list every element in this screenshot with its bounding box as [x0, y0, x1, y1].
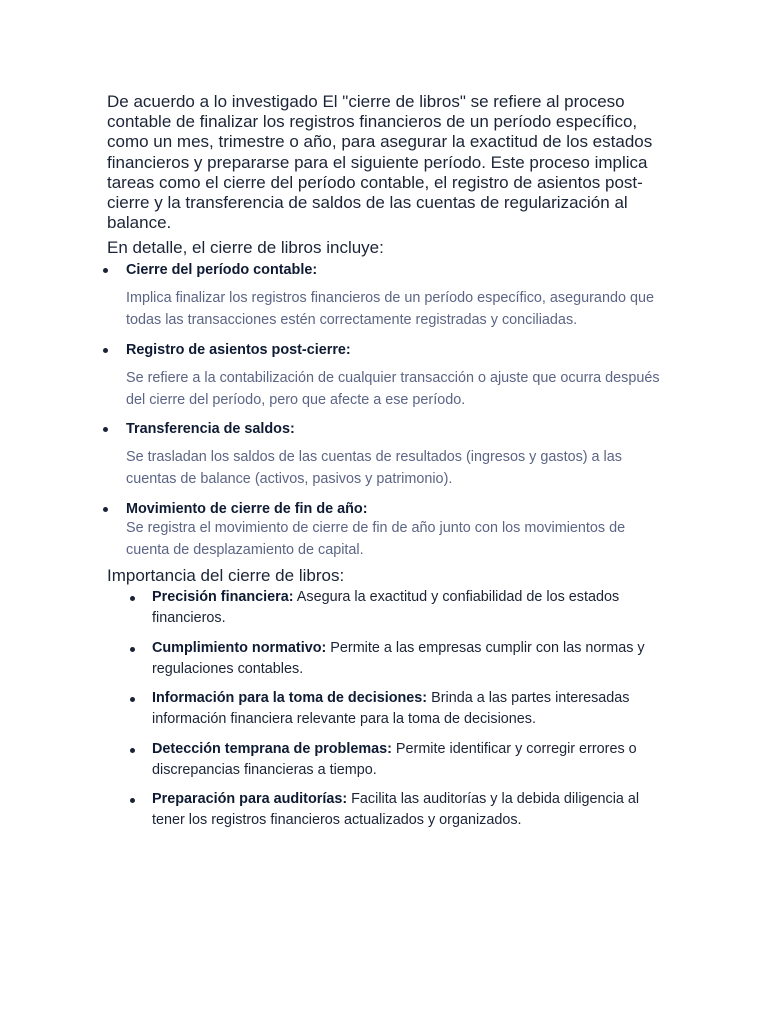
detail-item-title: Transferencia de saldos: — [126, 421, 295, 437]
bullet-icon — [130, 697, 135, 702]
importance-item-text: Asegura la exactitud y confiabilidad de los estados financieros. — [152, 589, 620, 627]
bullet-icon — [130, 748, 135, 753]
importance-item-title: Información para la toma de decisiones: — [152, 690, 428, 706]
detail-item-text: Se registra el movimiento de cierre de fin de año junto con los movimientos de cuenta de desplazamiento de capital. — [126, 520, 626, 558]
bullet-icon — [103, 348, 108, 353]
importance-item-title: Preparación para auditorías: — [152, 791, 348, 807]
bullet-icon — [103, 427, 108, 432]
importance-item — [152, 739, 672, 782]
importance-item — [152, 688, 672, 731]
importance-item-title: Precisión financiera: — [152, 589, 294, 605]
importance-item-text: Brinda a las partes interesadas información financiera relevante para la toma de decisiones. — [152, 690, 630, 728]
detail-item-text: Se trasladan los saldos de las cuentas de resultados (ingresos y gastos) a las cuentas de balance (activos, pasivos y patrimonio). — [126, 449, 622, 487]
importance-heading: Importancia del cierre de libros: — [107, 566, 345, 585]
detail-item-title: Registro de asientos post-cierre: — [126, 342, 351, 358]
bullet-icon — [130, 647, 135, 652]
bullet-icon — [103, 507, 108, 512]
intro-paragraph: De acuerdo a lo investigado El "cierre de libros" se refiere al proceso contable de finalizar los registros financieros de un período específico, como un mes, trimestre o año, para asegurar la exactitud de los estados financieros y prepararse para el siguiente período. Este proceso implica tareas como el cierre del período contable, el registro de asientos post-cierre y la transferencia de saldos de las cuentas de regularización al balance. — [107, 92, 653, 233]
importance-item-text: Permite identificar y corregir errores o discrepancias financieras a tiempo. — [152, 741, 637, 779]
importance-item-text: Permite a las empresas cumplir con las normas y regulaciones contables. — [152, 640, 645, 678]
detail-item-title: Cierre del período contable: — [126, 262, 318, 278]
importance-item-title: Detección temprana de problemas: — [152, 741, 392, 757]
bullet-icon — [103, 268, 108, 273]
detail-heading: En detalle, el cierre de libros incluye: — [107, 238, 384, 257]
importance-item-title: Cumplimiento normativo: — [152, 640, 327, 656]
importance-item — [152, 638, 672, 681]
importance-item-text: Facilita las auditorías y la debida diligencia al tener los registros financieros actualizados y organizados. — [152, 791, 640, 829]
detail-item-text: Implica finalizar los registros financieros de un período específico, asegurando que todas las transacciones estén correctamente registradas y conciliadas. — [126, 290, 654, 328]
importance-item — [152, 587, 672, 630]
bullet-icon — [130, 596, 135, 601]
bullet-icon — [130, 798, 135, 803]
detail-item-text: Se refiere a la contabilización de cualquier transacción o ajuste que ocurra después del cierre del período, pero que afecte a ese período. — [126, 370, 660, 408]
importance-item — [152, 789, 672, 832]
detail-item-title: Movimiento de cierre de fin de año: — [126, 501, 368, 517]
